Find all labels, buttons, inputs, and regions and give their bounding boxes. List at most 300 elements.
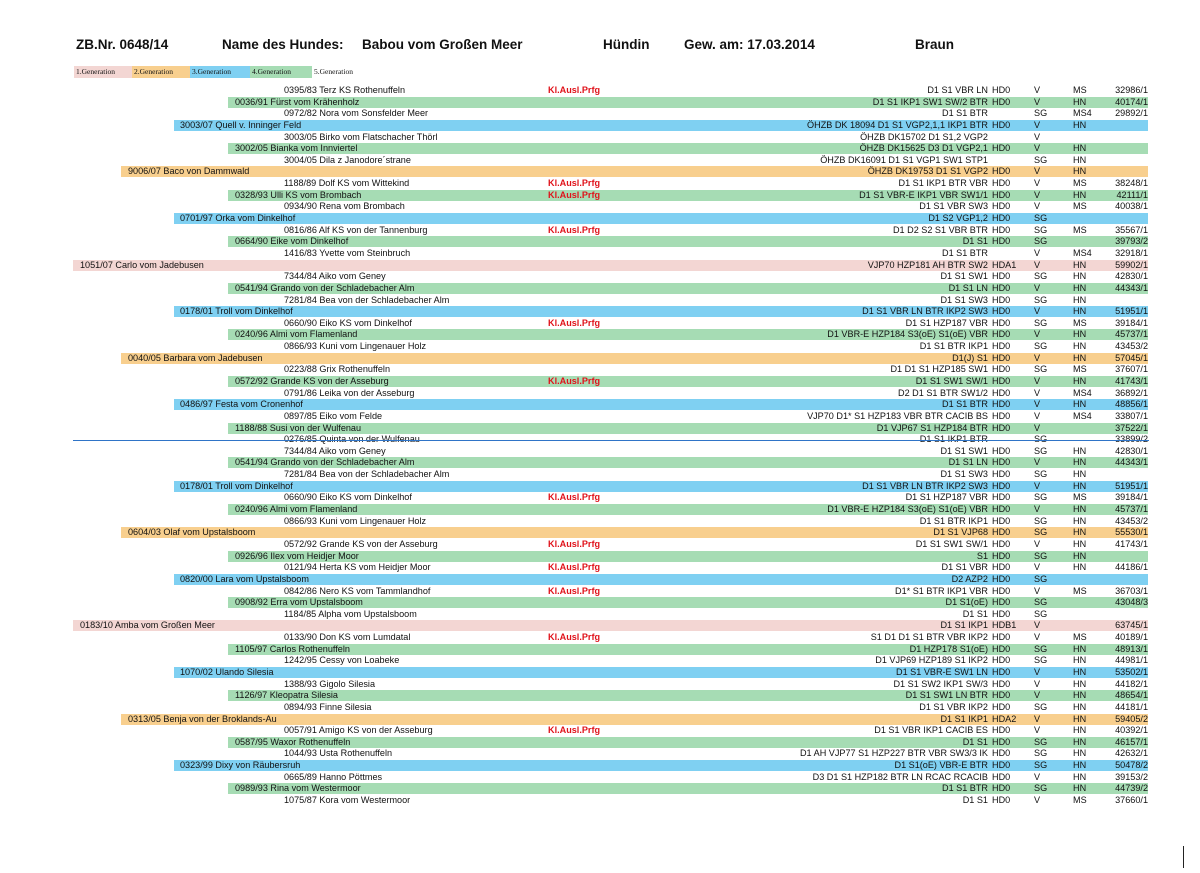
hd-status: HD0 — [992, 410, 1011, 421]
form-grade: V — [1034, 352, 1041, 363]
hd-status: HD0 — [992, 271, 1011, 282]
dog-entry-name: 1105/97 Carlos Rothenuffeln — [235, 643, 350, 654]
hd-status: HD0 — [992, 119, 1011, 130]
dgstb-number: 40189/1 — [1115, 632, 1148, 643]
dog-entry-name: 3004/05 Dila z Janodore´strane — [284, 154, 411, 165]
dgstb-number: 37522/1 — [1115, 422, 1148, 433]
form-grade: V — [1034, 504, 1041, 515]
form-grade: SG — [1034, 701, 1048, 712]
dog-entry-name: 0816/86 Alf KS von der Tannenburg — [284, 224, 428, 235]
performance-record: D2 AZP2 — [951, 573, 988, 584]
hd-status: HD0 — [992, 562, 1011, 573]
performance-record: D1 VJP69 HZP189 S1 IKP2 — [875, 655, 988, 666]
dgstb-number: 59902/1 — [1115, 259, 1148, 270]
dgstb-number: 51951/1 — [1115, 306, 1148, 317]
dog-entry-name: 0486/97 Festa vom Cronenhof — [180, 399, 303, 410]
performance-record: D1 S1 SW1 — [940, 445, 988, 456]
dog-entry-name: 0866/93 Kuni vom Lingenauer Holz — [284, 341, 427, 352]
pedigree-row — [0, 329, 1200, 340]
dgstb-number: 44981/1 — [1115, 655, 1148, 666]
klausl-pruefung-label: Kl.Ausl.Prfg — [548, 538, 601, 549]
klausl-pruefung-label: Kl.Ausl.Prfg — [548, 585, 601, 596]
dgstb-number: 39184/1 — [1115, 317, 1148, 328]
hd-status: HD0 — [992, 736, 1011, 747]
performance-record: D1 S1 BTR — [942, 399, 988, 410]
form-grade: V — [1034, 119, 1041, 130]
hd-status: HD0 — [992, 655, 1011, 666]
hd-status: HD0 — [992, 597, 1011, 608]
performance-record: D1 S1 VBR IKP1 CACIB ES — [874, 725, 988, 736]
dog-entry-name: 0660/90 Eiko KS vom Dinkelhof — [284, 492, 412, 503]
ms-hn-mark: HN — [1073, 166, 1087, 177]
pedigree-row — [0, 143, 1200, 154]
dog-entry-name: 1075/87 Kora vom Westermoor — [284, 795, 411, 806]
ms-hn-mark: HN — [1073, 643, 1087, 654]
ms-hn-mark: HN — [1073, 457, 1087, 468]
pedigree-row — [0, 120, 1200, 131]
pedigree-row — [0, 271, 1200, 282]
pedigree-row — [0, 539, 1200, 550]
dgstb-number: 59405/2 — [1115, 713, 1148, 724]
performance-record: D1 S2 VGP1,2 — [928, 213, 988, 224]
pedigree-row — [0, 376, 1200, 387]
ms-hn-mark: HN — [1073, 189, 1087, 200]
dgstb-number: 44186/1 — [1115, 562, 1148, 573]
form-grade: V — [1034, 201, 1041, 212]
form-grade: V — [1034, 795, 1041, 806]
performance-record: D1 S1 SW3 — [940, 294, 988, 305]
form-grade: SG — [1034, 760, 1048, 771]
form-grade: V — [1034, 189, 1041, 200]
ms-hn-mark: MS — [1073, 85, 1087, 95]
form-grade: SG — [1034, 550, 1048, 561]
klausl-pruefung-label: Kl.Ausl.Prfg — [548, 562, 601, 573]
dog-entry-name: 1126/97 Kleopatra Silesia — [235, 690, 338, 701]
dog-entry-name: 0926/96 Ilex vom Heidjer Moor — [235, 550, 359, 561]
dog-entry-name: 0701/97 Orka vom Dinkelhof — [180, 213, 296, 224]
form-grade: SG — [1034, 643, 1048, 654]
form-grade: SG — [1034, 527, 1048, 538]
dog-entry-name: 1188/89 Dolf KS vom Wittekind — [284, 178, 410, 189]
ms-hn-mark: HN — [1073, 294, 1087, 305]
performance-record: D1 S1 IKP1 BTR VBR — [898, 178, 988, 189]
pedigree-row — [0, 737, 1200, 748]
ms-hn-mark: HN — [1073, 469, 1087, 480]
hd-status: HD0 — [992, 352, 1011, 363]
pedigree-row — [0, 620, 1200, 631]
performance-record: D3 D1 S1 HZP182 BTR LN RCAC RCACIB — [812, 771, 988, 782]
hd-status: HD0 — [992, 771, 1011, 782]
hd-status: HD0 — [992, 795, 1011, 806]
dog-entry-name: 0820/00 Lara vom Upstalsboom — [180, 573, 309, 584]
performance-record: ÖHZB DK15702 D1 S1,2 VGP2 — [860, 131, 988, 142]
performance-record: D1 S1 — [962, 236, 988, 247]
form-grade: V — [1034, 771, 1041, 782]
pedigree-row — [0, 341, 1200, 352]
pedigree-row — [0, 702, 1200, 713]
pedigree-row — [0, 597, 1200, 608]
performance-record: D1 S1 VBR LN BTR IKP2 SW3 — [862, 306, 988, 317]
hd-status: HD0 — [992, 201, 1011, 212]
ms-hn-mark: HN — [1073, 445, 1087, 456]
form-grade: V — [1034, 96, 1041, 107]
dgstb-number: 55530/1 — [1115, 527, 1148, 538]
ms-hn-mark: HN — [1073, 538, 1087, 549]
pedigree-row — [0, 132, 1200, 143]
dog-entry-name: 0328/93 Ulli KS vom Brombach — [235, 189, 362, 200]
hd-status: HD0 — [992, 492, 1011, 503]
ms-hn-mark: MS — [1073, 364, 1087, 375]
ms-hn-mark: MS — [1073, 632, 1087, 643]
pedigree-row — [0, 714, 1200, 725]
form-grade: SG — [1034, 445, 1048, 456]
ms-hn-mark: HN — [1073, 259, 1087, 270]
dog-name: Babou vom Großen Meer — [362, 37, 523, 52]
hd-status: HDA2 — [992, 713, 1017, 724]
hd-status: HD0 — [992, 224, 1011, 235]
klausl-pruefung-label: Kl.Ausl.Prfg — [548, 632, 601, 643]
dgstb-number: 29892/1 — [1115, 108, 1148, 119]
pedigree-row — [0, 783, 1200, 794]
dog-entry-name: 3003/05 Birko vom Flatschacher Thörl — [284, 131, 438, 142]
hd-status: HD0 — [992, 85, 1011, 95]
form-grade: V — [1034, 725, 1041, 736]
pedigree-row — [0, 760, 1200, 771]
dog-entry-name: 7281/84 Bea von der Schladebacher Alm — [284, 469, 450, 480]
dog-entry-name: 0604/03 Olaf vom Upstalsboom — [128, 527, 256, 538]
hd-status: HD0 — [992, 538, 1011, 549]
dog-entry-name: 1070/02 Ulando Silesia — [180, 667, 274, 677]
form-grade: SG — [1034, 783, 1048, 794]
form-grade: V — [1034, 713, 1041, 724]
performance-record: D1 S1 VBR SW3 — [919, 201, 988, 212]
form-grade: V — [1034, 678, 1041, 689]
dog-entry-name: 0313/05 Benja von der Broklands-Au — [128, 713, 277, 724]
hd-status: HD0 — [992, 504, 1011, 515]
dgstb-number: 57045/1 — [1115, 352, 1148, 363]
dog-entry-name: 0133/90 Don KS vom Lumdatal — [284, 632, 411, 643]
hd-status: HD0 — [992, 643, 1011, 654]
pedigree-row — [0, 469, 1200, 480]
performance-record: D1 S1 IKP1 — [940, 713, 988, 724]
performance-record: D1 S1 BTR IKP1 — [919, 515, 988, 526]
hd-status: HD0 — [992, 667, 1011, 677]
form-grade: V — [1034, 667, 1041, 677]
pedigree-row — [0, 632, 1200, 643]
klausl-pruefung-label: Kl.Ausl.Prfg — [548, 224, 601, 235]
pedigree-row — [0, 795, 1200, 806]
hd-status: HD0 — [992, 294, 1011, 305]
form-grade: SG — [1034, 469, 1048, 480]
hd-status: HD0 — [992, 376, 1011, 386]
performance-record: S1 — [976, 550, 988, 561]
pedigree-row — [0, 364, 1200, 375]
legend-generation-1: 1.Generation — [74, 66, 132, 78]
dog-entry-name: 1416/83 Yvette vom Steinbruch — [284, 247, 411, 258]
ms-hn-mark: HN — [1073, 271, 1087, 282]
pedigree-row — [0, 748, 1200, 759]
form-grade: V — [1034, 457, 1041, 468]
hd-status: HD0 — [992, 96, 1011, 107]
performance-record: D1 S1 — [962, 795, 988, 806]
ms-hn-mark: HN — [1073, 667, 1087, 677]
hd-status: HD0 — [992, 469, 1011, 480]
pedigree-row — [0, 295, 1200, 306]
dog-entry-name: 0989/93 Rina vom Westermoor — [235, 783, 361, 794]
dgstb-number: 50478/2 — [1115, 760, 1148, 771]
form-grade: SG — [1034, 608, 1048, 619]
dgstb-number: 44182/1 — [1115, 678, 1148, 689]
dgstb-number: 48654/1 — [1115, 690, 1148, 701]
form-grade: SG — [1034, 748, 1048, 759]
form-grade: SG — [1034, 294, 1048, 305]
hd-status: HD0 — [992, 166, 1011, 177]
dgstb-number: 40392/1 — [1115, 725, 1148, 736]
pedigree-row — [0, 527, 1200, 538]
dog-entry-name: 0897/85 Eiko vom Felde — [284, 410, 383, 421]
pedigree-row — [0, 690, 1200, 701]
performance-record: D1* S1 BTR IKP1 VBR — [895, 585, 988, 596]
pedigree-row — [0, 481, 1200, 492]
dog-entry-name: 0223/88 Grix Rothenuffeln — [284, 364, 390, 375]
pedigree-row — [0, 248, 1200, 259]
dgstb-number: 36892/1 — [1115, 387, 1148, 398]
hd-status: HD0 — [992, 480, 1011, 491]
hd-status: HD0 — [992, 306, 1011, 317]
hd-status: HD0 — [992, 608, 1011, 619]
hd-status: HD0 — [992, 515, 1011, 526]
dgstb-number: 63745/1 — [1115, 620, 1148, 631]
form-grade: SG — [1034, 573, 1048, 584]
pedigree-row — [0, 457, 1200, 468]
pedigree-row — [0, 609, 1200, 620]
hd-status: HD0 — [992, 213, 1011, 224]
dgstb-number: 37607/1 — [1115, 364, 1148, 375]
performance-record: D1 S1 IKP1 — [940, 620, 988, 631]
pedigree-row — [0, 306, 1200, 317]
pedigree-row — [0, 655, 1200, 666]
dgstb-number: 42632/1 — [1115, 748, 1148, 759]
ms-hn-mark: HN — [1073, 690, 1087, 701]
pedigree-row — [0, 399, 1200, 410]
pedigree-row — [0, 644, 1200, 655]
dog-entry-name: 0665/89 Hanno Pöttmes — [284, 771, 383, 782]
pedigree-row — [0, 155, 1200, 166]
dog-entry-name: 0240/96 Almi vom Flamenland — [235, 329, 358, 340]
ms-hn-mark: HN — [1073, 282, 1087, 293]
performance-record: D1 S1(oE) VBR-E BTR — [894, 760, 988, 771]
pedigree-row — [0, 492, 1200, 503]
dog-entry-name: 9006/07 Baco von Dammwald — [128, 166, 250, 177]
performance-record: D1 VBR-E HZP184 S3(oE) S1(oE) VBR — [827, 504, 988, 515]
performance-record: D1 S1 HZP187 VBR — [905, 492, 988, 503]
performance-record: D1 S1 BTR — [942, 783, 988, 794]
ms-hn-mark: HN — [1073, 306, 1087, 317]
dog-entry-name: 1051/07 Carlo vom Jadebusen — [80, 259, 204, 270]
pedigree-row — [0, 504, 1200, 515]
ms-hn-mark: MS4 — [1073, 108, 1092, 119]
form-grade: V — [1034, 166, 1041, 177]
performance-record: VJP70 D1* S1 HZP183 VBR BTR CACIB BS — [807, 410, 988, 421]
performance-record: D1 S1 BTR — [942, 108, 988, 119]
dgstb-number: 40174/1 — [1115, 96, 1148, 107]
form-grade: V — [1034, 376, 1041, 386]
dog-color: Braun — [915, 37, 955, 52]
dog-entry-name: 0660/90 Eiko KS vom Dinkelhof — [284, 317, 412, 328]
pedigree-row — [0, 201, 1200, 212]
performance-record: S1 D1 D1 S1 BTR VBR IKP2 — [870, 632, 988, 643]
form-grade: V — [1034, 131, 1041, 142]
dog-entry-name: 1044/93 Usta Rothenuffeln — [284, 748, 393, 759]
dgstb-number: 43453/2 — [1115, 515, 1148, 526]
performance-record: D1 S1 LN — [948, 282, 988, 293]
ms-hn-mark: HN — [1073, 760, 1087, 771]
pedigree-row — [0, 586, 1200, 597]
hd-status: HD0 — [992, 457, 1011, 468]
ms-hn-mark: HN — [1073, 678, 1087, 689]
form-grade: V — [1034, 632, 1041, 643]
ms-hn-mark: HN — [1073, 736, 1087, 747]
klausl-pruefung-label: Kl.Ausl.Prfg — [548, 178, 601, 189]
scan-edge-mark — [1183, 846, 1184, 868]
dog-entry-name: 0178/01 Troll vom Dinkelhof — [180, 306, 293, 317]
dog-entry-name: 3003/07 Quell v. Inninger Feld — [180, 119, 302, 130]
section-divider — [73, 440, 1149, 441]
dog-entry-name: 7344/84 Aiko vom Geney — [284, 271, 386, 282]
ms-hn-mark: MS — [1073, 317, 1087, 328]
dog-entry-name: 0572/92 Grande KS von der Asseburg — [235, 376, 389, 386]
hd-status: HD0 — [992, 550, 1011, 561]
performance-record: D1 S1 VBR-E SW1 LN — [896, 667, 988, 677]
dog-entry-name: 0866/93 Kuni vom Lingenauer Holz — [284, 515, 427, 526]
ms-hn-mark: HN — [1073, 376, 1087, 386]
ms-hn-mark: MS4 — [1073, 410, 1092, 421]
dgstb-number: 38248/1 — [1115, 178, 1148, 189]
zb-number: ZB.Nr. 0648/14 — [76, 37, 169, 52]
pedigree-row — [0, 260, 1200, 271]
form-grade: V — [1034, 538, 1041, 549]
ms-hn-mark: MS — [1073, 178, 1087, 189]
dog-entry-name: 1184/85 Alpha vom Upstalsboom — [284, 608, 417, 619]
performance-record: D1 S1 SW1 LN BTR — [905, 690, 988, 701]
pedigree-row — [0, 85, 1200, 96]
klausl-pruefung-label: Kl.Ausl.Prfg — [548, 317, 601, 328]
form-grade: V — [1034, 387, 1041, 398]
ms-hn-mark: HN — [1073, 329, 1087, 340]
pedigree-row — [0, 236, 1200, 247]
dgstb-number: 48913/1 — [1115, 643, 1148, 654]
performance-record: D1 S1 IKP1 SW1 SW/2 BTR — [872, 96, 988, 107]
pedigree-row — [0, 667, 1200, 678]
form-grade: SG — [1034, 736, 1048, 747]
performance-record: D1(J) S1 — [952, 352, 988, 363]
performance-record: ÖHZB DK19753 D1 S1 VGP2 — [867, 166, 988, 177]
hd-status: HD0 — [992, 527, 1011, 538]
hd-status: HD0 — [992, 399, 1011, 410]
dgstb-number: 37660/1 — [1115, 795, 1148, 806]
form-grade: V — [1034, 329, 1041, 340]
ms-hn-mark: HN — [1073, 527, 1087, 538]
hd-status: HD0 — [992, 236, 1011, 247]
ms-hn-mark: MS4 — [1073, 387, 1092, 398]
dgstb-number: 45737/1 — [1115, 329, 1148, 340]
form-grade: V — [1034, 282, 1041, 293]
ms-hn-mark: HN — [1073, 480, 1087, 491]
hd-status: HD0 — [992, 364, 1011, 375]
dgstb-number: 42111/1 — [1116, 189, 1148, 200]
dgstb-number: 44181/1 — [1115, 701, 1148, 712]
dgstb-number: 44343/1 — [1115, 282, 1148, 293]
ms-hn-mark: MS — [1073, 224, 1087, 235]
form-grade: V — [1034, 247, 1041, 258]
dgstb-number: 39793/2 — [1115, 236, 1148, 247]
ms-hn-mark: HN — [1073, 341, 1087, 352]
ms-hn-mark: HN — [1073, 96, 1087, 107]
hd-status: HD0 — [992, 585, 1011, 596]
klausl-pruefung-label: Kl.Ausl.Prfg — [548, 376, 601, 386]
ms-hn-mark: HN — [1073, 771, 1087, 782]
dgstb-number: 35567/1 — [1115, 224, 1148, 235]
dog-entry-name: 0121/94 Herta KS vom Heidjer Moor — [284, 562, 431, 573]
dog-entry-name: 0541/94 Grando von der Schladebacher Alm — [235, 282, 415, 293]
dog-entry-name: 3002/05 Bianka vom Innviertel — [235, 143, 358, 154]
form-grade: SG — [1034, 236, 1048, 247]
form-grade: V — [1034, 480, 1041, 491]
performance-record: D1 S1 SW2 IKP1 SW/3 — [893, 678, 988, 689]
dgstb-number: 48856/1 — [1115, 399, 1148, 410]
dog-entry-name: 0908/92 Erra vom Upstalsboom — [235, 597, 363, 608]
performance-record: D1 S1 VBR-E IKP1 VBR SW1/1 — [859, 189, 988, 200]
performance-record: D1 S1 SW1 SW/1 — [915, 376, 988, 386]
form-grade: V — [1034, 562, 1041, 573]
performance-record: ÖHZB DK16091 D1 S1 VGP1 SW1 STP1 — [820, 154, 988, 165]
pedigree-row — [0, 516, 1200, 527]
dog-entry-name: 7281/84 Bea von der Schladebacher Alm — [284, 294, 450, 305]
pedigree-row — [0, 423, 1200, 434]
performance-record: D1 S1 VJP68 — [933, 527, 988, 538]
klausl-pruefung-label: Kl.Ausl.Prfg — [548, 85, 601, 95]
dgstb-number: 51951/1 — [1115, 480, 1148, 491]
pedigree-row — [0, 108, 1200, 119]
form-grade: SG — [1034, 515, 1048, 526]
dgstb-number: 40038/1 — [1115, 201, 1148, 212]
hd-status: HD0 — [992, 783, 1011, 794]
dgstb-number: 46157/1 — [1115, 736, 1148, 747]
ms-hn-mark: HN — [1073, 399, 1087, 410]
hd-status: HD0 — [992, 282, 1011, 293]
hd-status: HD0 — [992, 725, 1011, 736]
pedigree-row — [0, 178, 1200, 189]
form-grade: SG — [1034, 213, 1048, 224]
pedigree-row — [0, 213, 1200, 224]
dog-entry-name: 0572/92 Grande KS von der Asseburg — [284, 538, 438, 549]
form-grade: SG — [1034, 364, 1048, 375]
dog-entry-name: 0057/91 Amigo KS von der Asseburg — [284, 725, 433, 736]
hd-status: HDB1 — [992, 620, 1017, 631]
hd-status: HD0 — [992, 178, 1011, 189]
form-grade: SG — [1034, 597, 1048, 608]
ms-hn-mark: HN — [1073, 655, 1087, 666]
form-grade: SG — [1034, 341, 1048, 352]
ms-hn-mark: HN — [1073, 562, 1087, 573]
dog-entry-name: 0541/94 Grando von der Schladebacher Alm — [235, 457, 415, 468]
hd-status: HD0 — [992, 341, 1011, 352]
performance-record: D1 S1 VBR — [941, 562, 988, 573]
pedigree-row — [0, 166, 1200, 177]
ms-hn-mark: HN — [1073, 725, 1087, 736]
form-grade: V — [1034, 422, 1041, 433]
dog-entry-name: 1188/88 Susi von der Wulfenau — [235, 422, 362, 433]
